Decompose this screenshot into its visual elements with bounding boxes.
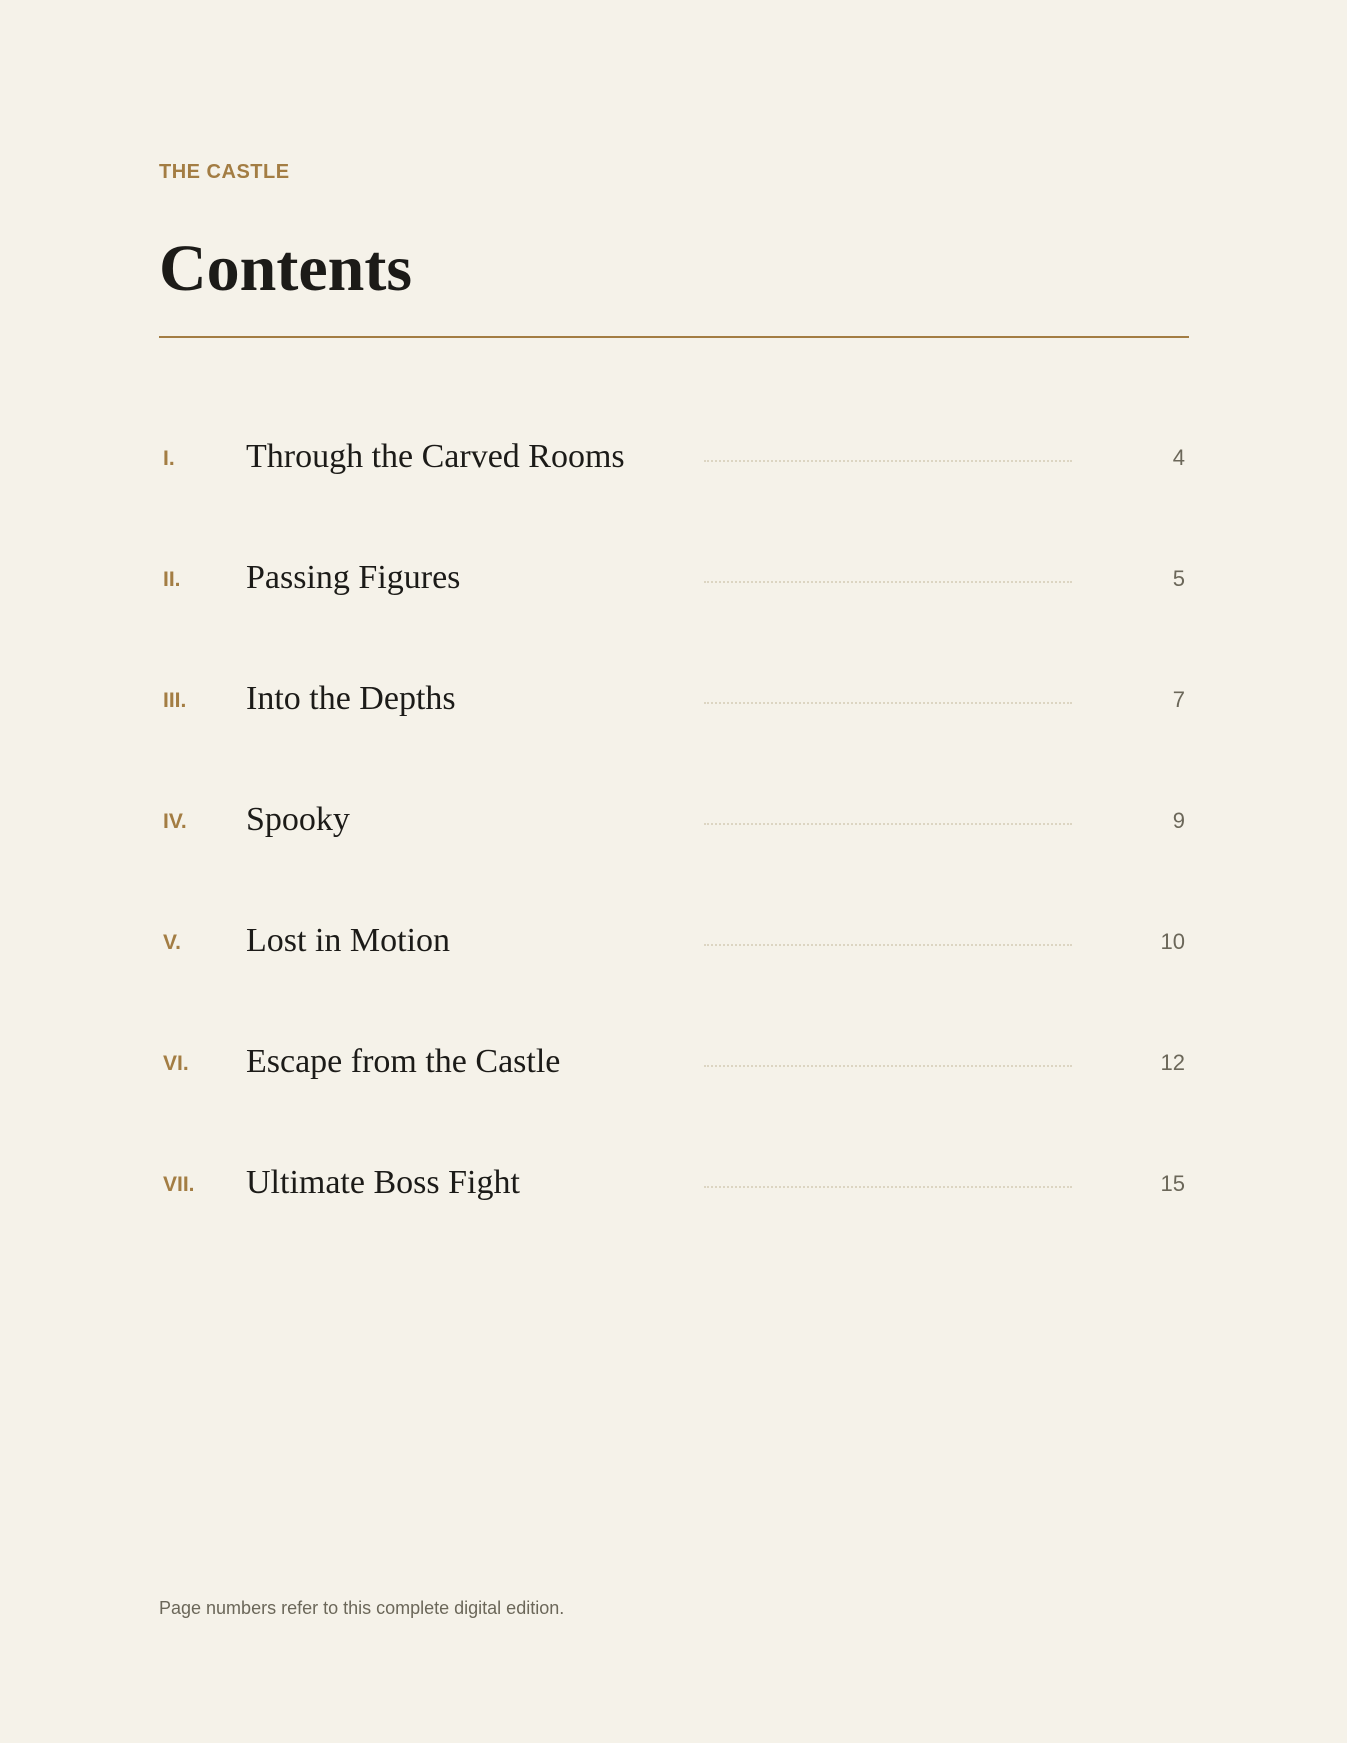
chapter-title[interactable]: Passing Figures <box>246 559 461 596</box>
chapter-title[interactable]: Lost in Motion <box>246 922 451 959</box>
chapter-numeral: VI. <box>163 1052 189 1075</box>
dot-leader <box>704 823 1072 825</box>
chapter-title[interactable]: Ultimate Boss Fight <box>246 1164 520 1201</box>
chapter-title[interactable]: Into the Depths <box>246 680 456 717</box>
chapter-page-number: 15 <box>1160 1171 1185 1196</box>
chapter-page-number: 5 <box>1172 566 1185 591</box>
toc-entry[interactable] <box>159 538 1189 659</box>
chapter-page-number: 4 <box>1172 445 1185 470</box>
chapter-title[interactable]: Through the Carved Rooms <box>246 438 625 475</box>
dot-leader <box>704 1065 1072 1067</box>
chapter-numeral: II. <box>163 568 181 591</box>
chapter-numeral: V. <box>163 931 181 954</box>
table-of-contents <box>159 417 1189 1264</box>
toc-entry[interactable] <box>159 659 1189 780</box>
dot-leader <box>704 1186 1072 1188</box>
chapter-title[interactable]: Escape from the Castle <box>246 1043 561 1080</box>
chapter-page-number: 7 <box>1172 687 1185 712</box>
contents-page <box>159 0 1189 1743</box>
chapter-numeral: VII. <box>163 1173 195 1196</box>
toc-entry[interactable] <box>159 417 1189 538</box>
dot-leader <box>704 702 1072 704</box>
page-title: Contents <box>159 232 413 305</box>
chapter-numeral: III. <box>163 689 187 712</box>
toc-entry[interactable] <box>159 1022 1189 1143</box>
chapter-page-number: 10 <box>1160 929 1185 954</box>
dot-leader <box>704 460 1072 462</box>
chapter-numeral: IV. <box>163 810 187 833</box>
toc-entry[interactable] <box>159 1143 1189 1264</box>
footnote: Page numbers refer to this complete digital edition. <box>159 1598 565 1618</box>
dot-leader <box>704 581 1072 583</box>
chapter-page-number: 12 <box>1160 1050 1185 1075</box>
chapter-title[interactable]: Spooky <box>246 801 350 838</box>
title-divider <box>159 336 1189 338</box>
toc-entry[interactable] <box>159 780 1189 901</box>
dot-leader <box>704 944 1072 946</box>
toc-entry[interactable] <box>159 901 1189 1022</box>
chapter-numeral: I. <box>163 447 175 470</box>
book-title: THE CASTLE <box>159 161 290 183</box>
chapter-page-number: 9 <box>1172 808 1185 833</box>
